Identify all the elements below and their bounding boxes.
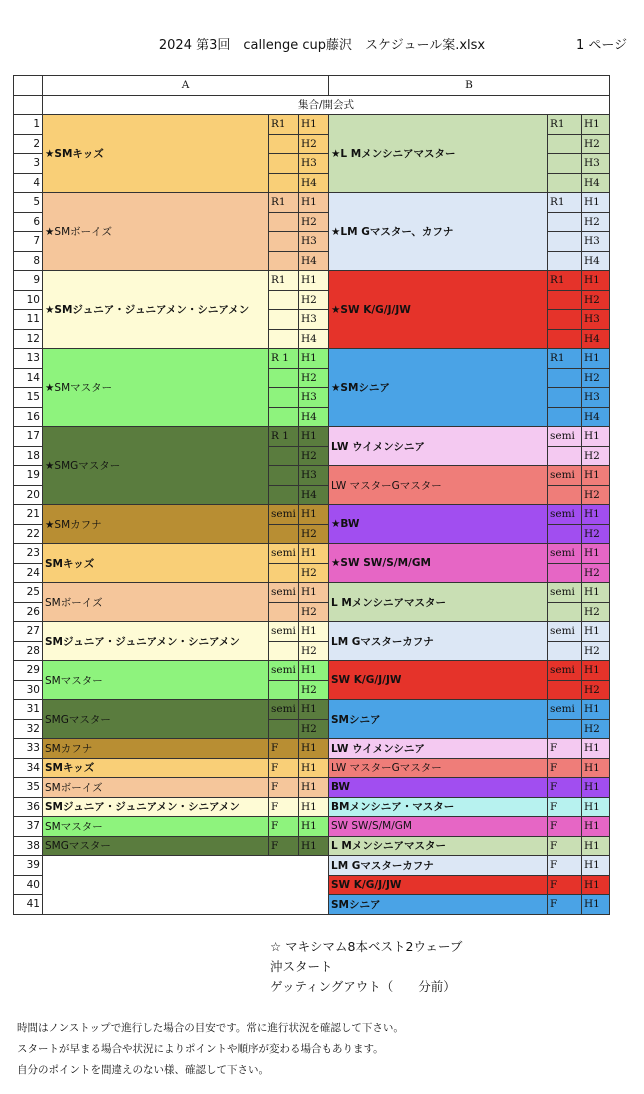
a-round-cell <box>269 212 299 232</box>
a-round-cell <box>269 368 299 388</box>
b-heat-cell: H1 <box>582 466 610 486</box>
a-heat-cell: H2 <box>299 134 329 154</box>
b-heat-cell: H1 <box>582 583 610 603</box>
table-row <box>14 583 610 603</box>
table-row <box>14 797 610 817</box>
a-round-cell <box>269 232 299 252</box>
footer-line: 自分のポイントを間違えのない様、確認して下さい。 <box>17 1064 269 1076</box>
b-heat-cell: H1 <box>582 895 610 915</box>
a-event-name: ★SMマスター <box>43 349 269 427</box>
row-number: 24 <box>14 563 43 583</box>
a-event-name: SMGマスター <box>43 836 269 856</box>
a-heat-cell: H3 <box>299 310 329 330</box>
b-event-name: LW ウイメンシニア <box>329 427 548 466</box>
b-heat-cell: H1 <box>582 817 610 837</box>
table-row <box>14 544 610 564</box>
a-round-cell <box>269 251 299 271</box>
b-heat-cell: H1 <box>582 700 610 720</box>
b-round-cell <box>548 290 582 310</box>
row-number: 8 <box>14 251 43 271</box>
a-heat-cell: H2 <box>299 524 329 544</box>
a-heat-cell: H4 <box>299 251 329 271</box>
table-row <box>14 271 610 291</box>
table-row <box>14 115 610 135</box>
a-event-name: ★SMボーイズ <box>43 193 269 271</box>
table-row <box>14 193 610 213</box>
table-row <box>14 817 610 837</box>
corner-cell <box>14 95 43 115</box>
b-round-cell <box>548 446 582 466</box>
b-heat-cell: H4 <box>582 251 610 271</box>
a-event-name: SMGマスター <box>43 700 269 739</box>
a-event-name: ★SMキッズ <box>43 115 269 193</box>
b-heat-cell: H1 <box>582 758 610 778</box>
b-heat-cell: H1 <box>582 778 610 798</box>
b-heat-cell: H1 <box>582 271 610 291</box>
a-event-name: ★SMGマスター <box>43 427 269 505</box>
b-round-cell <box>548 212 582 232</box>
b-round-cell: F <box>548 895 582 915</box>
a-event-name: SMマスター <box>43 661 269 700</box>
row-number: 27 <box>14 622 43 642</box>
row-number: 1 <box>14 115 43 135</box>
a-heat-cell: H1 <box>299 797 329 817</box>
b-heat-cell: H1 <box>582 622 610 642</box>
a-heat-cell: H1 <box>299 739 329 759</box>
b-event-name: BW <box>329 778 548 798</box>
a-event-name: SMキッズ <box>43 758 269 778</box>
document-title: 2024 第3回 callenge cup藤沢 スケジュール案.xlsx <box>158 38 486 53</box>
b-round-cell: R1 <box>548 193 582 213</box>
a-round-cell <box>269 524 299 544</box>
b-round-cell: F <box>548 875 582 895</box>
b-heat-cell: H2 <box>582 368 610 388</box>
b-heat-cell: H1 <box>582 661 610 681</box>
corner-cell <box>14 76 43 96</box>
row-number: 20 <box>14 485 43 505</box>
a-event-name: SMジュニア・ジュニアメン・シニアメン <box>43 622 269 661</box>
b-round-cell <box>548 368 582 388</box>
b-heat-cell: H2 <box>582 602 610 622</box>
b-round-cell <box>548 134 582 154</box>
a-round-cell <box>269 602 299 622</box>
b-round-cell: R1 <box>548 349 582 369</box>
row-number: 17 <box>14 427 43 447</box>
a-heat-cell: H1 <box>299 271 329 291</box>
row-number: 4 <box>14 173 43 193</box>
footer-line: スタートが早まる場合や状況によりポイントや順序が変わる場合もあります。 <box>17 1043 384 1055</box>
a-round-cell <box>269 719 299 739</box>
b-heat-cell: H1 <box>582 836 610 856</box>
b-event-name: ★SMシニア <box>329 349 548 427</box>
a-round-cell <box>269 134 299 154</box>
a-heat-cell: H2 <box>299 719 329 739</box>
table-row <box>14 836 610 856</box>
a-heat-cell: H2 <box>299 212 329 232</box>
row-number: 25 <box>14 583 43 603</box>
b-heat-cell: H2 <box>582 446 610 466</box>
b-event-name: SW K/G/J/JW <box>329 875 548 895</box>
b-heat-cell: H3 <box>582 310 610 330</box>
b-round-cell: F <box>548 778 582 798</box>
b-heat-cell: H1 <box>582 427 610 447</box>
a-heat-cell: H4 <box>299 485 329 505</box>
a-heat-cell: H2 <box>299 602 329 622</box>
note-line: 沖スタート <box>270 959 333 974</box>
b-event-name: ★BW <box>329 505 548 544</box>
b-event-name: ★L Mメンシニアマスター <box>329 115 548 193</box>
b-event-name: SW K/G/J/JW <box>329 661 548 700</box>
b-event-name: LW マスターGマスター <box>329 758 548 778</box>
table-row <box>14 349 610 369</box>
b-event-name: L Mメンシニアマスター <box>329 836 548 856</box>
a-round-cell <box>269 466 299 486</box>
b-round-cell <box>548 251 582 271</box>
a-round-cell: semi <box>269 544 299 564</box>
b-round-cell <box>548 173 582 193</box>
b-round-cell: semi <box>548 661 582 681</box>
row-number: 36 <box>14 797 43 817</box>
b-round-cell: semi <box>548 427 582 447</box>
row-number: 39 <box>14 856 43 876</box>
row-number: 13 <box>14 349 43 369</box>
row-number: 12 <box>14 329 43 349</box>
a-round-cell <box>269 563 299 583</box>
row-number: 31 <box>14 700 43 720</box>
b-round-cell: F <box>548 739 582 759</box>
row-number: 7 <box>14 232 43 252</box>
a-round-cell: F <box>269 836 299 856</box>
b-event-name: L Mメンシニアマスター <box>329 583 548 622</box>
table-row <box>14 856 610 876</box>
row-number: 16 <box>14 407 43 427</box>
column-header-a: A <box>43 76 329 96</box>
a-round-cell: semi <box>269 583 299 603</box>
row-number: 10 <box>14 290 43 310</box>
a-heat-cell: H2 <box>299 446 329 466</box>
row-number: 30 <box>14 680 43 700</box>
a-event-name: SMマスター <box>43 817 269 837</box>
a-round-cell: R1 <box>269 193 299 213</box>
b-event-name: LW マスターGマスター <box>329 466 548 505</box>
a-event-name: ★SMカフナ <box>43 505 269 544</box>
a-round-cell: R1 <box>269 271 299 291</box>
b-event-name: ★LM Gマスター、カフナ <box>329 193 548 271</box>
a-round-cell: R1 <box>269 115 299 135</box>
table-row <box>14 505 610 525</box>
row-number: 34 <box>14 758 43 778</box>
table-row <box>14 622 610 642</box>
b-round-cell: semi <box>548 466 582 486</box>
a-round-cell: semi <box>269 661 299 681</box>
a-heat-cell: H4 <box>299 329 329 349</box>
b-round-cell <box>548 602 582 622</box>
b-heat-cell: H4 <box>582 173 610 193</box>
a-heat-cell: H4 <box>299 173 329 193</box>
b-round-cell: R1 <box>548 115 582 135</box>
row-number: 3 <box>14 154 43 174</box>
b-round-cell <box>548 232 582 252</box>
row-number: 29 <box>14 661 43 681</box>
b-event-name: ★SW SW/S/M/GM <box>329 544 548 583</box>
row-number: 38 <box>14 836 43 856</box>
note-line: ゲッティングアウト（ 分前） <box>270 979 456 994</box>
b-round-cell: semi <box>548 583 582 603</box>
b-heat-cell: H1 <box>582 875 610 895</box>
row-number: 26 <box>14 602 43 622</box>
row-number: 37 <box>14 817 43 837</box>
b-heat-cell: H1 <box>582 193 610 213</box>
a-heat-cell: H1 <box>299 778 329 798</box>
b-round-cell: F <box>548 856 582 876</box>
a-heat-cell: H2 <box>299 563 329 583</box>
a-heat-cell: H2 <box>299 680 329 700</box>
a-round-cell <box>269 446 299 466</box>
b-heat-cell: H2 <box>582 524 610 544</box>
a-heat-cell: H1 <box>299 836 329 856</box>
b-event-name: BMメンシニア・マスター <box>329 797 548 817</box>
row-number: 23 <box>14 544 43 564</box>
a-heat-cell: H1 <box>299 505 329 525</box>
row-number: 9 <box>14 271 43 291</box>
table-row <box>14 700 610 720</box>
row-number: 18 <box>14 446 43 466</box>
row-number: 33 <box>14 739 43 759</box>
a-event-name: SMボーイズ <box>43 778 269 798</box>
row-number: 14 <box>14 368 43 388</box>
row-number: 35 <box>14 778 43 798</box>
footer-notes <box>17 1018 404 1081</box>
b-heat-cell: H4 <box>582 329 610 349</box>
row-number: 19 <box>14 466 43 486</box>
b-round-cell: semi <box>548 622 582 642</box>
b-heat-cell: H1 <box>582 544 610 564</box>
footer-line: 時間はノンストップで進行した場合の目安です。常に進行状況を確認して下さい。 <box>17 1022 404 1034</box>
row-number: 2 <box>14 134 43 154</box>
a-heat-cell: H1 <box>299 193 329 213</box>
b-round-cell <box>548 641 582 661</box>
a-round-cell: F <box>269 817 299 837</box>
page-number: 1 ページ <box>576 38 628 53</box>
a-heat-cell: H3 <box>299 466 329 486</box>
b-heat-cell: H3 <box>582 388 610 408</box>
a-heat-cell: H4 <box>299 407 329 427</box>
row-number: 6 <box>14 212 43 232</box>
b-round-cell: F <box>548 758 582 778</box>
b-heat-cell: H2 <box>582 212 610 232</box>
a-heat-cell: H2 <box>299 641 329 661</box>
a-heat-cell: H2 <box>299 290 329 310</box>
b-heat-cell: H2 <box>582 134 610 154</box>
b-round-cell <box>548 524 582 544</box>
b-heat-cell: H3 <box>582 154 610 174</box>
a-round-cell: F <box>269 778 299 798</box>
b-round-cell <box>548 154 582 174</box>
b-round-cell: semi <box>548 544 582 564</box>
b-heat-cell: H3 <box>582 232 610 252</box>
a-round-cell: semi <box>269 505 299 525</box>
b-round-cell: semi <box>548 505 582 525</box>
a-round-cell <box>269 329 299 349</box>
b-round-cell <box>548 388 582 408</box>
table-row <box>14 427 610 447</box>
b-heat-cell: H1 <box>582 797 610 817</box>
row-number: 11 <box>14 310 43 330</box>
row-number: 21 <box>14 505 43 525</box>
a-event-name: ★SMジュニア・ジュニアメン・シニアメン <box>43 271 269 349</box>
a-round-cell <box>269 407 299 427</box>
b-event-name: ★SW K/G/J/JW <box>329 271 548 349</box>
b-heat-cell: H2 <box>582 563 610 583</box>
schedule-table <box>13 75 610 915</box>
a-heat-cell: H3 <box>299 388 329 408</box>
a-heat-cell: H1 <box>299 622 329 642</box>
a-heat-cell: H1 <box>299 758 329 778</box>
a-heat-cell: H1 <box>299 583 329 603</box>
b-event-name: SW SW/S/M/GM <box>329 817 548 837</box>
a-heat-cell: H1 <box>299 661 329 681</box>
row-number: 22 <box>14 524 43 544</box>
b-round-cell <box>548 719 582 739</box>
a-round-cell <box>269 641 299 661</box>
row-number: 41 <box>14 895 43 915</box>
row-number: 40 <box>14 875 43 895</box>
b-heat-cell: H1 <box>582 115 610 135</box>
a-round-cell: F <box>269 739 299 759</box>
b-heat-cell: H1 <box>582 505 610 525</box>
a-heat-cell: H1 <box>299 544 329 564</box>
a-round-cell <box>269 154 299 174</box>
a-heat-cell: H2 <box>299 368 329 388</box>
a-round-cell: R 1 <box>269 349 299 369</box>
b-heat-cell: H1 <box>582 349 610 369</box>
table-row <box>14 778 610 798</box>
row-number: 28 <box>14 641 43 661</box>
a-round-cell <box>269 290 299 310</box>
b-round-cell <box>548 680 582 700</box>
table-row <box>14 758 610 778</box>
b-round-cell <box>548 407 582 427</box>
b-heat-cell: H1 <box>582 856 610 876</box>
b-event-name: SMシニア <box>329 700 548 739</box>
b-round-cell <box>548 310 582 330</box>
a-heat-cell: H1 <box>299 427 329 447</box>
b-heat-cell: H4 <box>582 407 610 427</box>
b-round-cell <box>548 329 582 349</box>
b-heat-cell: H2 <box>582 290 610 310</box>
b-round-cell: F <box>548 836 582 856</box>
a-heat-cell: H1 <box>299 115 329 135</box>
a-round-cell <box>269 485 299 505</box>
a-empty-area <box>43 856 329 915</box>
row-number: 32 <box>14 719 43 739</box>
a-event-name: SMキッズ <box>43 544 269 583</box>
a-round-cell: F <box>269 797 299 817</box>
b-round-cell: F <box>548 797 582 817</box>
b-event-name: SMシニア <box>329 895 548 915</box>
b-heat-cell: H2 <box>582 485 610 505</box>
table-row <box>14 739 610 759</box>
a-round-cell <box>269 310 299 330</box>
b-event-name: LM Gマスターカフナ <box>329 622 548 661</box>
b-round-cell <box>548 563 582 583</box>
a-round-cell <box>269 173 299 193</box>
note-line: ☆ マキシマム8本ベスト2ウェーブ <box>270 939 463 954</box>
a-event-name: SMボーイズ <box>43 583 269 622</box>
a-round-cell: F <box>269 758 299 778</box>
b-round-cell: semi <box>548 700 582 720</box>
a-heat-cell: H3 <box>299 154 329 174</box>
a-heat-cell: H1 <box>299 700 329 720</box>
a-heat-cell: H1 <box>299 349 329 369</box>
b-heat-cell: H2 <box>582 719 610 739</box>
row-number: 15 <box>14 388 43 408</box>
column-header-b: B <box>329 76 610 96</box>
table-row <box>14 661 610 681</box>
b-round-cell <box>548 485 582 505</box>
a-heat-cell: H1 <box>299 817 329 837</box>
b-heat-cell: H2 <box>582 641 610 661</box>
a-round-cell <box>269 388 299 408</box>
a-event-name: SMカフナ <box>43 739 269 759</box>
b-event-name: LM Gマスターカフナ <box>329 856 548 876</box>
b-heat-cell: H2 <box>582 680 610 700</box>
a-event-name: SMジュニア・ジュニアメン・シニアメン <box>43 797 269 817</box>
b-event-name: LW ウイメンシニア <box>329 739 548 759</box>
a-heat-cell: H3 <box>299 232 329 252</box>
opening-ceremony-banner: 集合/開会式 <box>43 95 610 115</box>
a-round-cell <box>269 680 299 700</box>
notes <box>270 937 462 997</box>
b-heat-cell: H1 <box>582 739 610 759</box>
a-round-cell: semi <box>269 622 299 642</box>
a-round-cell: semi <box>269 700 299 720</box>
b-round-cell: F <box>548 817 582 837</box>
b-round-cell: R1 <box>548 271 582 291</box>
a-round-cell: R 1 <box>269 427 299 447</box>
row-number: 5 <box>14 193 43 213</box>
